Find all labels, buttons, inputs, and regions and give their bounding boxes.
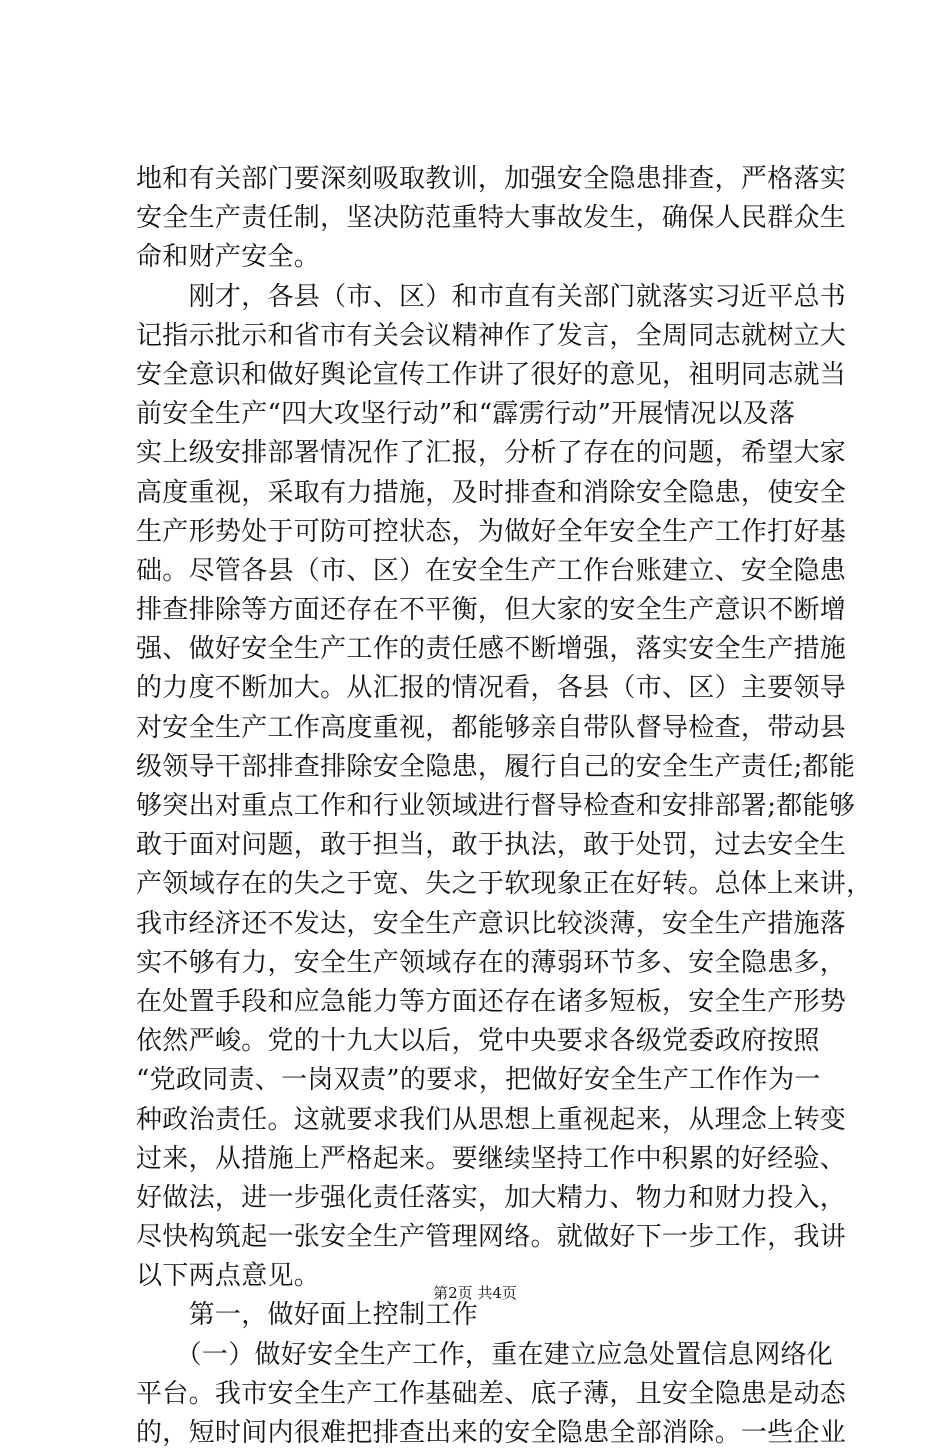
text-line: 好做法，进一步强化责任落实，加大精力、物力和财力投入， [136, 1182, 847, 1213]
text-line: 在处置手段和应急能力等方面还存在诸多短板，安全生产形势 [136, 986, 847, 1017]
text-line: 高度重视，采取有力措施，及时排查和消除安全隐患，使安全 [136, 477, 847, 508]
text-line: 的，短时间内很难把排查出来的安全隐患全部消除。一些企业 [136, 1418, 847, 1448]
text-line: 生产形势处于可防可控状态，为做好全年安全生产工作打好基 [136, 516, 847, 547]
text-line: 记指示批示和省市有关会议精神作了发言，全周同志就树立大 [136, 320, 847, 351]
text-line: 前安全生产“四大攻坚行动”和“霹雳行动”开展情况以及落 [136, 399, 796, 430]
text-line: 排查排除等方面还存在不平衡，但大家的安全生产意识不断增 [136, 595, 847, 626]
text-line: 实上级安排部署情况作了汇报，分析了存在的问题，希望大家 [136, 438, 847, 469]
text-line: 级领导干部排查排除安全隐患，履行自己的安全生产责任;都能 [136, 751, 856, 782]
text-line: 安全生产责任制，坚决防范重特大事故发生，确保人民群众生 [136, 203, 847, 234]
text-line: 实不够有力，安全生产领域存在的薄弱环节多、安全隐患多， [136, 947, 847, 978]
text-line: 刚才，各县（市、区）和市直有关部门就落实习近平总书 [136, 281, 847, 312]
page-footer: 第2页 共4页 [433, 1284, 517, 1302]
text-line: 敢于面对问题，敢于担当，敢于执法，敢于处罚，过去安全生 [136, 830, 847, 861]
text-line: 我市经济还不发达，安全生产意识比较淡薄，安全生产措施落 [136, 908, 847, 939]
body-text [136, 160, 873, 1453]
text-line: 对安全生产工作高度重视，都能够亲自带队督导检查，带动县 [136, 712, 847, 743]
text-line: 安全意识和做好舆论宣传工作讲了很好的意见，祖明同志就当 [136, 359, 847, 390]
text-line: 尽快构筑起一张安全生产管理网络。就做好下一步工作，我讲 [136, 1222, 847, 1253]
section-heading: 第一，做好面上控制工作 [136, 1300, 478, 1331]
text-line: 以下两点意见。 [136, 1261, 321, 1292]
text-line: 够突出对重点工作和行业领域进行督导检查和安排部署;都能够 [136, 791, 856, 821]
text-line: 地和有关部门要深刻吸取教训，加强安全隐患排查，严格落实 [136, 164, 847, 194]
text-line: 依然严峻。党的十九大以后，党中央要求各级党委政府按照 [136, 1026, 820, 1057]
text-line: 的力度不断加大。从汇报的情况看，各县（市、区）主要领导 [136, 673, 847, 704]
text-line: （一）做好安全生产工作，重在建立应急处置信息网络化 [136, 1339, 834, 1370]
text-line: 过来，从措施上严格起来。要继续坚持工作中积累的好经验、 [136, 1143, 847, 1174]
text-line: 种政治责任。这就要求我们从思想上重视起来，从理念上转变 [136, 1104, 847, 1135]
text-line: 础。尽管各县（市、区）在安全生产工作台账建立、安全隐患 [136, 555, 847, 586]
text-line: 命和财产安全。 [136, 242, 321, 273]
text-line: 产领域存在的失之于宽、失之于软现象正在好转。总体上来讲， [136, 869, 873, 900]
text-line: 平台。我市安全生产工作基础差、底子薄，且安全隐患是动态 [136, 1378, 847, 1409]
text-line: 强、做好安全生产工作的责任感不断增强，落实安全生产措施 [136, 634, 847, 665]
text-line: “党政同责、一岗双责”的要求，把做好安全生产工作作为一 [136, 1065, 821, 1096]
